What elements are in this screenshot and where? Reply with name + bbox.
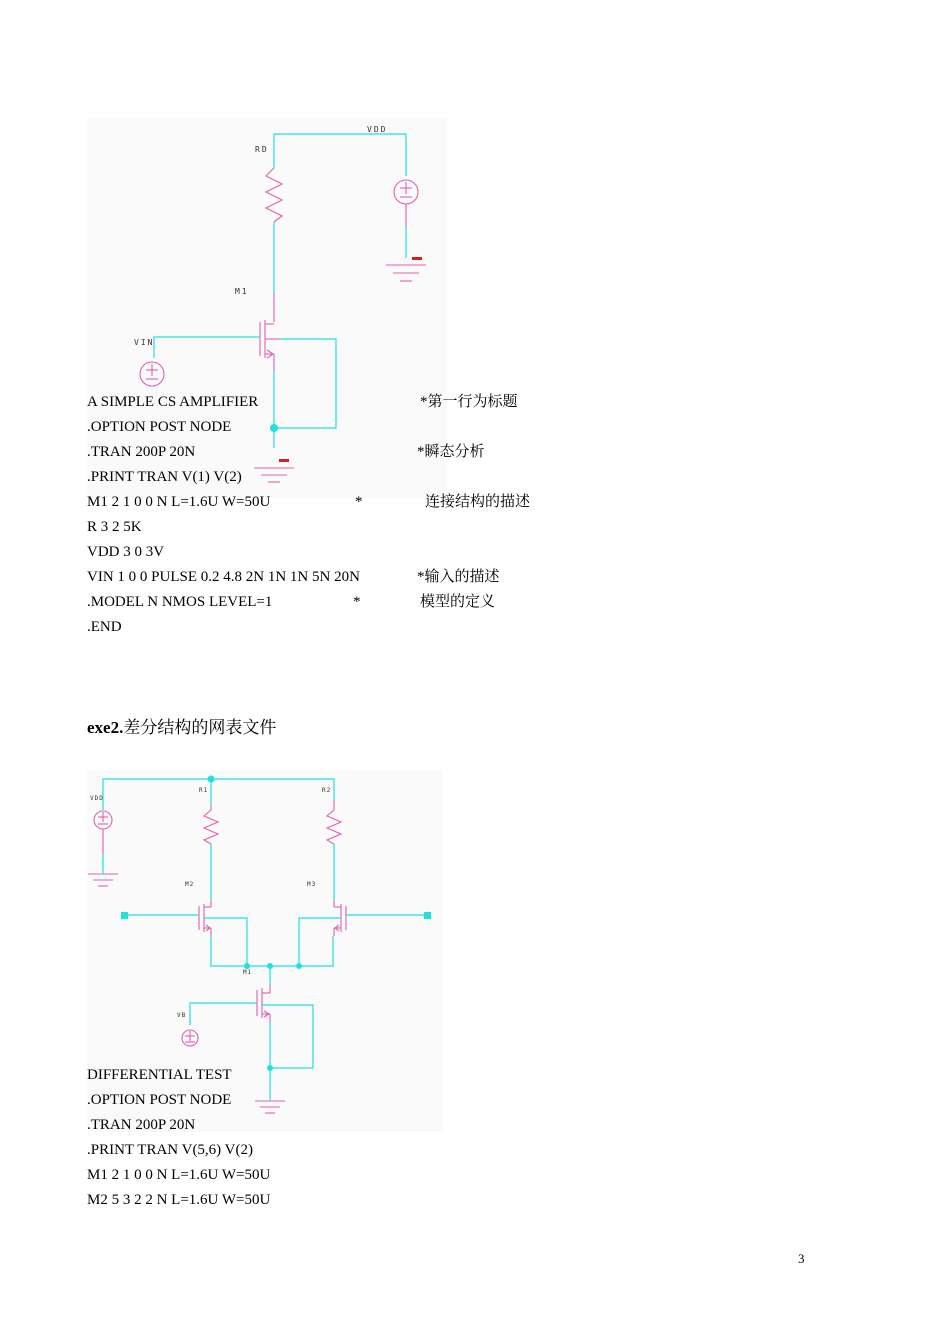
comment-title: *第一行为标题 [420, 394, 518, 410]
vb-label: VB [177, 1012, 187, 1019]
netlist1-line: .MODEL N NMOS LEVEL=1 [87, 594, 273, 610]
m1-label: M1 [243, 969, 253, 976]
comment-star: * [355, 494, 363, 510]
r2-label: R2 [322, 787, 332, 794]
comment-star: * [353, 594, 361, 610]
comment-tran: *瞬态分析 [417, 444, 485, 460]
r1-label: R1 [199, 787, 209, 794]
netlist2-line: M2 5 3 2 2 N L=1.6U W=50U [87, 1192, 271, 1208]
netlist2-line: DIFFERENTIAL TEST [87, 1067, 232, 1083]
netlist2-line: M1 2 1 0 0 N L=1.6U W=50U [87, 1167, 271, 1183]
cs-amplifier-schematic [87, 118, 447, 498]
netlist1-line: .PRINT TRAN V(1) V(2) [87, 469, 242, 485]
vdd-label: VDD [90, 795, 104, 802]
section-title: 差分结构的网表文件 [123, 718, 277, 737]
vin-label: VIN [134, 338, 155, 347]
netlist1-line: VDD 3 0 3V [87, 544, 165, 560]
netlist2-line: .TRAN 200P 20N [87, 1117, 196, 1133]
netlist2-line: .PRINT TRAN V(5,6) V(2) [87, 1142, 253, 1158]
netlist1-line: .TRAN 200P 20N [87, 444, 196, 460]
netlist1-line: .OPTION POST NODE [87, 419, 232, 435]
comment-m1: 连接结构的描述 [425, 494, 531, 510]
netlist1-line: M1 2 1 0 0 N L=1.6U W=50U [87, 494, 271, 510]
netlist2-line: .OPTION POST NODE [87, 1092, 232, 1108]
netlist1-line: .END [87, 619, 122, 635]
netlist1-line: VIN 1 0 0 PULSE 0.2 4.8 2N 1N 1N 5N 20N [87, 569, 360, 585]
m1-label: M1 [235, 287, 249, 296]
section-heading [87, 713, 276, 738]
page-number: 3 [798, 1251, 805, 1266]
vdd-label: VDD [367, 125, 388, 134]
section-prefix: exe2. [87, 718, 124, 737]
m2-label: M2 [185, 881, 195, 888]
netlist1-line: R 3 2 5K [87, 519, 142, 535]
rd-label: RD [255, 145, 269, 154]
comment-vin: *输入的描述 [417, 569, 500, 585]
m3-label: M3 [307, 881, 317, 888]
comment-model: 模型的定义 [420, 594, 496, 610]
netlist1-line: A SIMPLE CS AMPLIFIER [87, 394, 259, 410]
